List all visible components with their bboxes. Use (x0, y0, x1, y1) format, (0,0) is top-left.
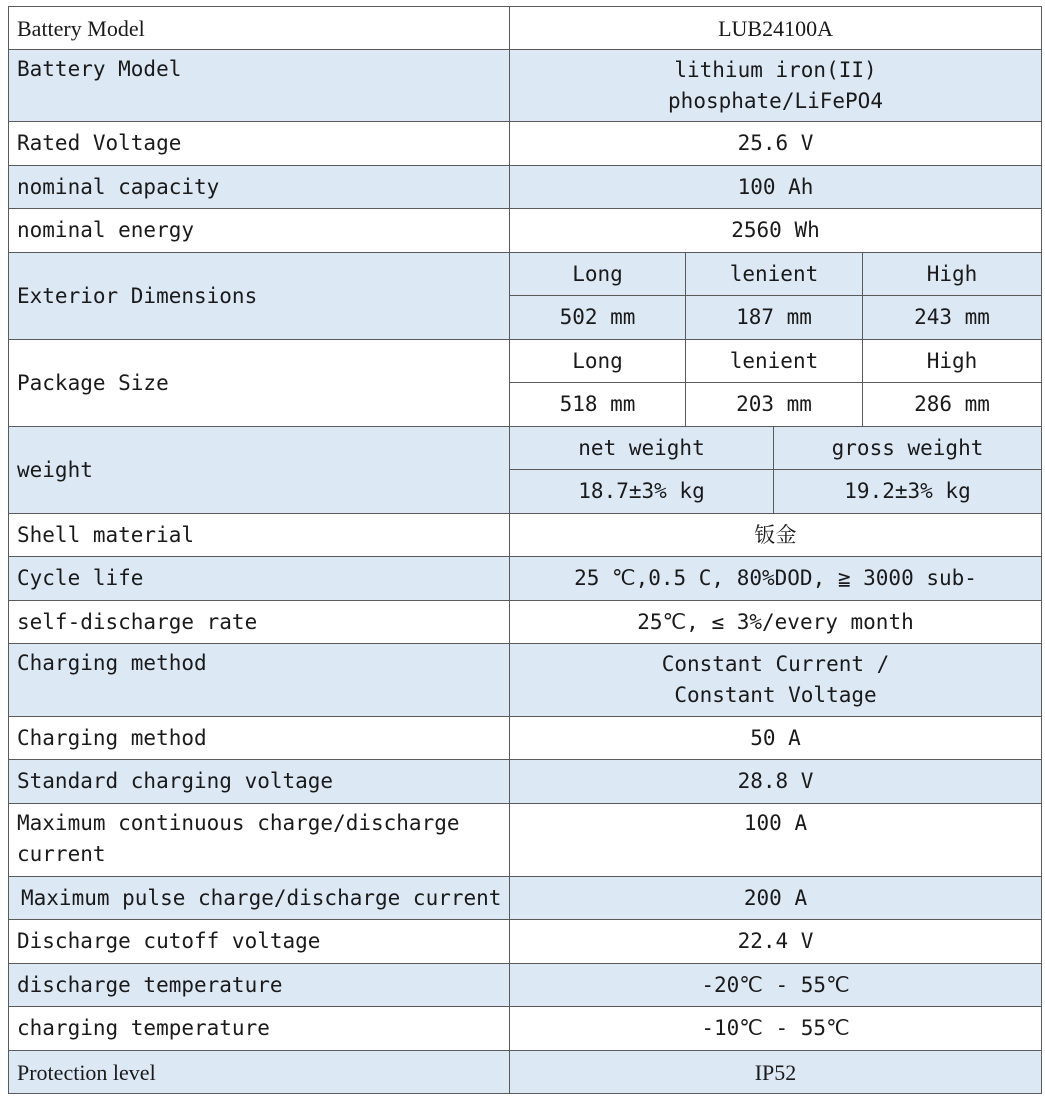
row-nominal-capacity (9, 166, 1042, 209)
value-charging-temp: -10℃ - 55℃ (510, 1007, 1042, 1051)
exterior-value-lenient: 187 mm (686, 296, 863, 340)
label-std-charging-voltage: Standard charging voltage (9, 760, 510, 804)
row-charging-current (9, 717, 1042, 760)
row-cycle-life (9, 557, 1042, 601)
package-header-high: High (863, 340, 1042, 383)
exterior-value-long: 502 mm (510, 296, 686, 340)
value-self-discharge: 25℃, ≤ 3%/every month (510, 601, 1042, 644)
value-cycle-life: 25 ℃,0.5 C, 80%DOD, ≧ 3000 sub- (510, 557, 1042, 601)
label-max-continuous-text: Maximum continuous charge/discharge current (17, 811, 460, 866)
label-nominal-energy: nominal energy (9, 209, 510, 253)
label-self-discharge: self-discharge rate (9, 601, 510, 644)
value-max-continuous: 100 A (510, 804, 1042, 877)
value-protection-level: IP52 (510, 1051, 1042, 1094)
package-value-high: 286 mm (863, 383, 1042, 427)
row-max-continuous (9, 804, 1042, 877)
label-protection-level: Protection level (9, 1051, 510, 1094)
weight-header-net: net weight (510, 427, 774, 470)
package-header-lenient: lenient (686, 340, 863, 383)
row-charging-temp (9, 1007, 1042, 1051)
row-discharge-temp (9, 964, 1042, 1007)
label-cycle-life: Cycle life (9, 557, 510, 601)
value-charging-method-text: Constant Current / Constant Voltage (661, 652, 890, 707)
value-chemistry (510, 50, 1042, 122)
row-weight-headers (9, 427, 1042, 470)
weight-value-gross: 19.2±3% kg (774, 470, 1042, 514)
label-rated-voltage: Rated Voltage (9, 122, 510, 166)
row-package-size-headers (9, 340, 1042, 383)
row-battery-model (9, 7, 1042, 50)
value-nominal-energy: 2560 Wh (510, 209, 1042, 253)
package-value-long: 518 mm (510, 383, 686, 427)
label-package-size: Package Size (9, 340, 510, 427)
value-charging-current: 50 A (510, 717, 1042, 760)
row-exterior-dimensions-headers (9, 253, 1042, 296)
row-rated-voltage (9, 122, 1042, 166)
label-max-pulse: Maximum pulse charge/discharge current (9, 877, 510, 920)
label-exterior-dimensions: Exterior Dimensions (9, 253, 510, 340)
label-charging-temp: charging temperature (9, 1007, 510, 1051)
value-charging-method (510, 644, 1042, 717)
row-max-pulse (9, 877, 1042, 920)
value-std-charging-voltage: 28.8 V (510, 760, 1042, 804)
row-shell-material (9, 514, 1042, 557)
row-std-charging-voltage (9, 760, 1042, 804)
value-rated-voltage: 25.6 V (510, 122, 1042, 166)
value-cutoff-voltage: 22.4 V (510, 920, 1042, 964)
value-nominal-capacity: 100 Ah (510, 166, 1042, 209)
label-battery-model: Battery Model (9, 7, 510, 50)
label-charging-current: Charging method (9, 717, 510, 760)
row-charging-method (9, 644, 1042, 717)
label-charging-method: Charging method (9, 644, 510, 717)
row-nominal-energy (9, 209, 1042, 253)
row-chemistry (9, 50, 1042, 122)
label-chemistry: Battery Model (9, 50, 510, 122)
exterior-header-long: Long (510, 253, 686, 296)
package-header-long: Long (510, 340, 686, 383)
label-weight: weight (9, 427, 510, 514)
label-discharge-temp: discharge temperature (9, 964, 510, 1007)
row-cutoff-voltage (9, 920, 1042, 964)
label-max-continuous (9, 804, 510, 877)
weight-header-gross: gross weight (774, 427, 1042, 470)
label-cutoff-voltage: Discharge cutoff voltage (9, 920, 510, 964)
value-shell-material: 钣金 (510, 514, 1042, 557)
value-battery-model: LUB24100A (510, 7, 1042, 50)
weight-value-net: 18.7±3% kg (510, 470, 774, 514)
value-chemistry-text: lithium iron(II) phosphate/LiFePO4 (668, 57, 883, 113)
row-protection-level (9, 1051, 1042, 1094)
exterior-header-high: High (863, 253, 1042, 296)
value-max-pulse: 200 A (510, 877, 1042, 920)
label-shell-material: Shell material (9, 514, 510, 557)
exterior-value-high: 243 mm (863, 296, 1042, 340)
label-nominal-capacity: nominal capacity (9, 166, 510, 209)
row-self-discharge (9, 601, 1042, 644)
battery-spec-table (8, 6, 1042, 1094)
package-value-lenient: 203 mm (686, 383, 863, 427)
value-discharge-temp: -20℃ - 55℃ (510, 964, 1042, 1007)
exterior-header-lenient: lenient (686, 253, 863, 296)
